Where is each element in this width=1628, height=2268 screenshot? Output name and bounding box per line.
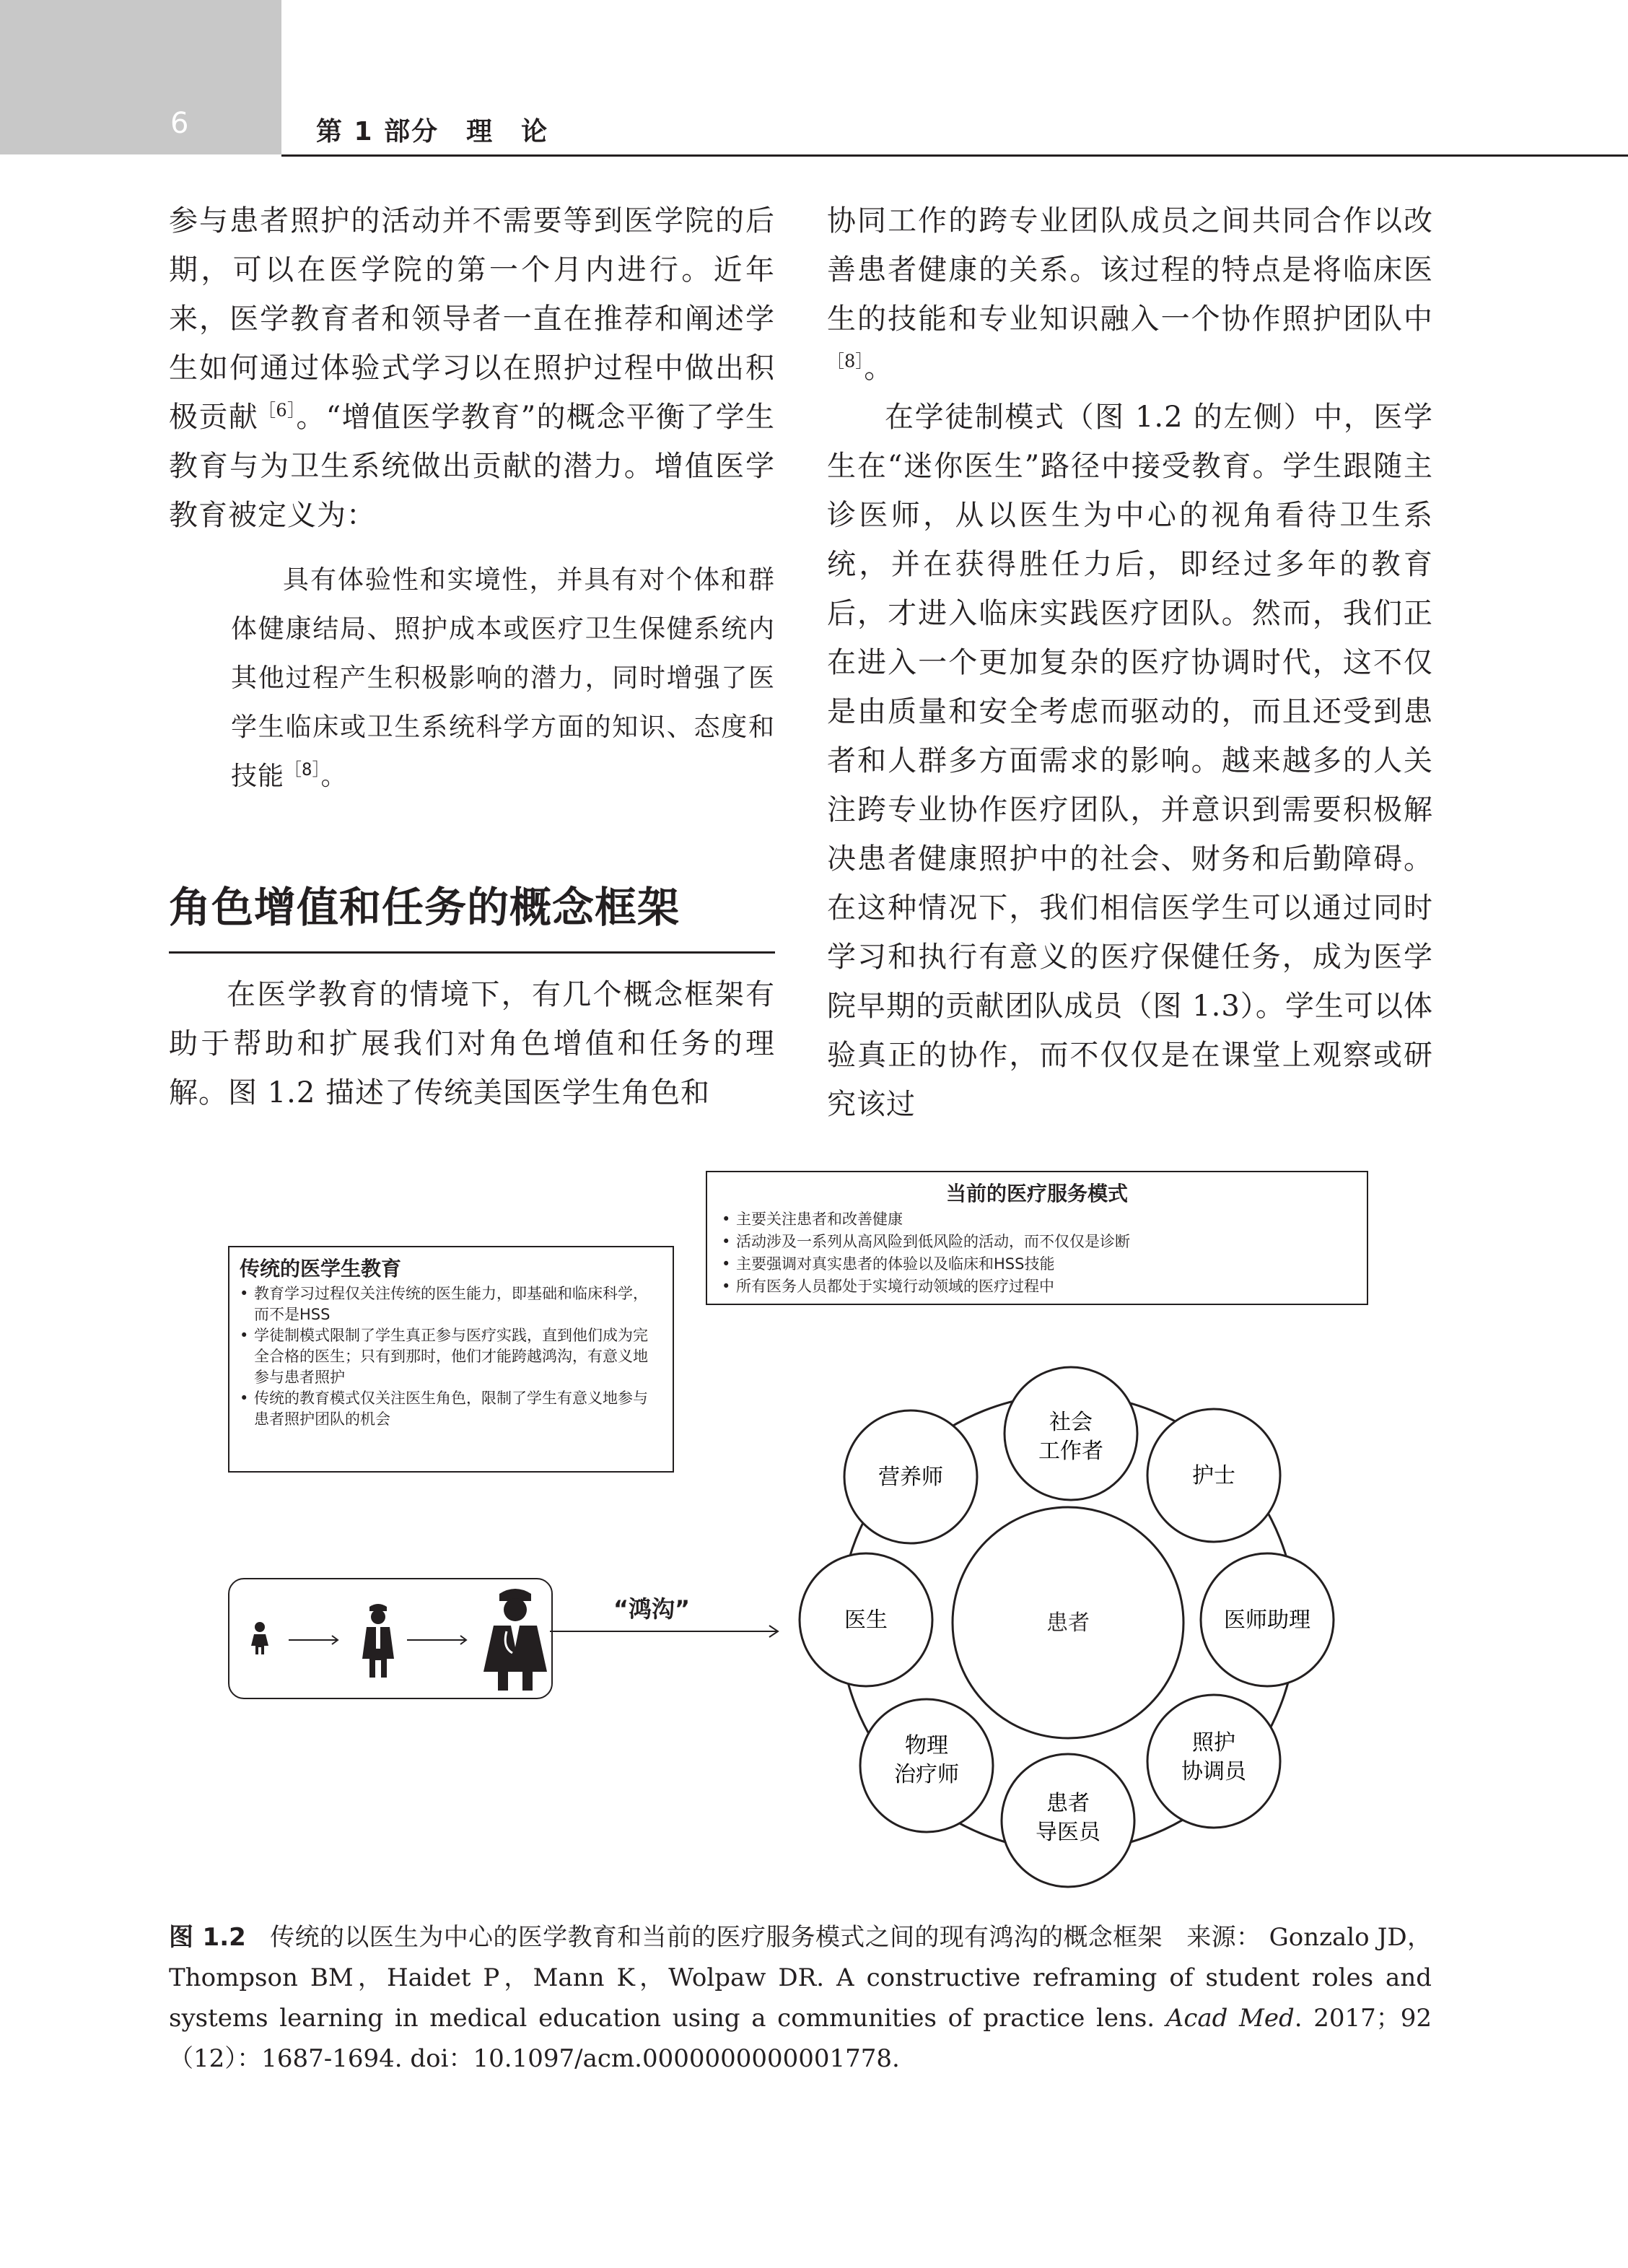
left-paragraph-1: 参与患者照护的活动并不需要等到医学院的后期，可以在医学院的第一个月内进行。近年来，医学教育者和领导者一直在推荐和阐述学生如何通过体验式学习以在照护过程中做出积极贡献$^{[6]}$。“增值医学教育”的概念平衡了学生教育与为卫生系统做出贡献的潜力。增值医学教育被定义为： bbox=[169, 204, 776, 532]
left-paragraph-2: 在医学教育的情境下，有几个概念框架有助于帮助和扩展我们对角色增值和任务的理解。图 1.2 描述了传统美国医学生角色和 bbox=[169, 978, 775, 1109]
header-rule bbox=[281, 154, 1628, 157]
team-node-physical-therapist bbox=[860, 1699, 993, 1832]
care-team-diagram bbox=[779, 1337, 1357, 1914]
team-node-physician-assistant bbox=[1201, 1553, 1334, 1686]
citation-journal: Acad Med bbox=[1165, 2004, 1295, 2033]
list-item: • 教育学习过程仅关注传统的医生能力，即基础和临床科学，而不是HSS bbox=[240, 1283, 662, 1325]
page-number: 6 bbox=[170, 107, 189, 140]
patient-center-label: 患者 bbox=[1046, 1610, 1090, 1636]
list-item: • 活动涉及一系列从高风险到低风险的活动，而不仅仅是诊断 bbox=[722, 1231, 1352, 1253]
current-model-box bbox=[706, 1171, 1368, 1305]
header-tab bbox=[0, 0, 281, 154]
list-item: • 学徒制模式限制了学生真正参与医疗实践，直到他们成为完全合格的医生；只有到那时，他们才能跨越鸿沟，有意义地参与患者照护 bbox=[240, 1325, 662, 1388]
svg-text:照护: 照护 bbox=[1192, 1730, 1235, 1755]
progression-box bbox=[228, 1578, 553, 1699]
svg-text:患者: 患者 bbox=[1046, 1791, 1090, 1816]
svg-text:导医员: 导医员 bbox=[1036, 1820, 1100, 1845]
team-node-social-worker bbox=[1005, 1367, 1137, 1500]
right-column bbox=[827, 196, 1433, 1129]
svg-text:医师助理: 医师助理 bbox=[1224, 1608, 1310, 1633]
student-figure-icon bbox=[362, 1604, 394, 1678]
citation-ref: ［6］ bbox=[258, 400, 297, 421]
gap-label: “鸿沟” bbox=[613, 1595, 691, 1623]
figure-caption-text: 传统的以医生为中心的医学教育和当前的医疗服务模式之间的现有鸿沟的概念框架 bbox=[270, 1923, 1163, 1952]
right-paragraph-2: 在学徒制模式（图 1.2 的左侧）中，医学生在“迷你医生”路径中接受教育。学生跟随主诊医师，从以医生为中心的视角看待卫生系统，并在获得胜任力后，即经过多年的教育后，才进入临床实践医疗团队。然而，我们正在进入一个更加复杂的医疗协调时代，这不仅是由质量和安全考虑而驱动的，而且还受到患者和人群多方面需求的影响。越来越多的人关注跨专业协作医疗团队，并意识到需要积极解决患者健康照护中的社会、财务和后勤障碍。在这种情况下，我们相信医学生可以通过同时学习和执行有意义的医疗保健任务，成为医学院早期的贡献团队成员（图 1.3）。学生可以体验真正的协作，而不仅仅是在课堂上观察或研究该过 bbox=[827, 401, 1433, 1121]
svg-text:营养师: 营养师 bbox=[878, 1465, 943, 1490]
child-figure-icon bbox=[251, 1622, 268, 1654]
svg-text:社会: 社会 bbox=[1049, 1410, 1093, 1435]
team-node-patient-navigator bbox=[1002, 1754, 1134, 1887]
right-paragraph-1: 协同工作的跨专业团队成员之间共同合作以改善患者健康的关系。该过程的特点是将临床医生的技能和专业知识融入一个协作照护团队中$^{[8]}$。 bbox=[827, 204, 1433, 385]
svg-text:工作者: 工作者 bbox=[1038, 1439, 1103, 1464]
list-item: • 所有医务人员都处于实境行动领域的医疗过程中 bbox=[722, 1275, 1352, 1298]
list-item: • 传统的教育模式仅关注医生角色，限制了学生有意义地参与患者照护团队的机会 bbox=[240, 1388, 662, 1430]
doctor-figure-icon bbox=[483, 1589, 547, 1691]
svg-text:治疗师: 治疗师 bbox=[894, 1762, 959, 1787]
traditional-education-box bbox=[228, 1246, 674, 1473]
figure-caption bbox=[169, 1917, 1432, 2079]
traditional-education-list bbox=[240, 1283, 662, 1430]
figure-label: 图 1.2 bbox=[169, 1923, 246, 1952]
citation-authors-title: Gonzalo JD，Thompson BM，Haidet P，Mann K，Wolpaw DR. A constructive reframing of student roles and systems learning in medical education using a communities of practice lens. bbox=[169, 1923, 1432, 2033]
current-model-title: 当前的医疗服务模式 bbox=[945, 1182, 1128, 1205]
list-item: • 主要关注患者和改善健康 bbox=[722, 1208, 1352, 1231]
running-head: 第 1 部分 理 论 bbox=[316, 117, 549, 147]
svg-text:物理: 物理 bbox=[905, 1733, 948, 1758]
team-node-dietitian bbox=[844, 1410, 977, 1543]
progression-figures bbox=[229, 1579, 551, 1698]
arrow-icon bbox=[407, 1636, 466, 1644]
citation-ref: ［8］ bbox=[284, 759, 321, 780]
citation-ref: ［8］ bbox=[827, 351, 865, 372]
svg-text:协调员: 协调员 bbox=[1181, 1759, 1246, 1784]
left-column-lower bbox=[169, 970, 775, 1117]
section-title: 角色增值和任务的概念框架 bbox=[169, 873, 775, 954]
team-node-doctor bbox=[800, 1553, 932, 1686]
team-node-care-coordinator bbox=[1147, 1695, 1280, 1828]
list-item: • 主要强调对真实患者的体验以及临床和HSS技能 bbox=[722, 1253, 1352, 1275]
svg-text:护士: 护士 bbox=[1192, 1463, 1235, 1488]
source-label: 来源： bbox=[1186, 1923, 1261, 1952]
traditional-education-title: 传统的医学生教育 bbox=[240, 1257, 402, 1281]
left-column bbox=[169, 196, 775, 801]
arrow-icon bbox=[289, 1636, 338, 1644]
svg-text:医生: 医生 bbox=[844, 1608, 888, 1633]
citation-details: . 2017；92（12）：1687-1694. doi：10.1097/acm.0000000000001778. bbox=[169, 2004, 1432, 2073]
definition-quote: 具有体验性和实境性，并具有对个体和群体健康结局、照护成本或医疗卫生保健系统内其他过程产生积极影响的潜力，同时增强了医学生临床或卫生系统科学方面的知识、态度和技能$^{[8]}$。 bbox=[231, 565, 775, 791]
gap-arrow bbox=[548, 1617, 787, 1646]
team-node-nurse bbox=[1147, 1409, 1280, 1542]
current-model-list bbox=[722, 1208, 1352, 1298]
